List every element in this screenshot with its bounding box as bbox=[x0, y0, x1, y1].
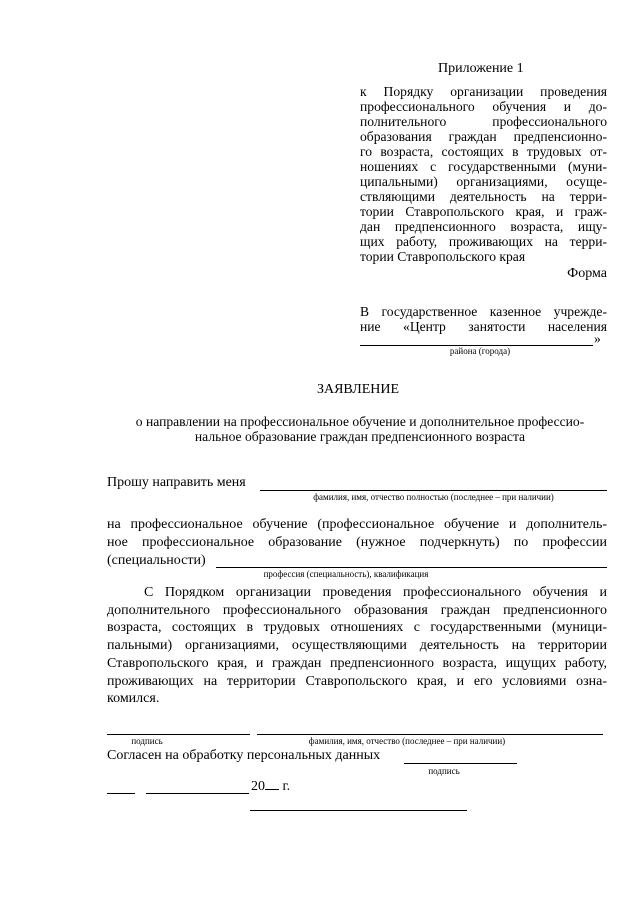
full-name-hint: фамилия, имя, отчество полностью (последнее – при наличии) bbox=[313, 492, 554, 502]
signer-name-blank-line[interactable] bbox=[257, 734, 603, 735]
consent-signature-blank-line[interactable] bbox=[404, 763, 517, 764]
appendix-basis-line: тории Ставропольского края, и граж- bbox=[360, 204, 607, 219]
appendix-basis-line: профессионального обучения и до- bbox=[360, 99, 607, 114]
statement-subtitle-line: о направлении на профессиональное обучение и дополнительное профессио- bbox=[135, 414, 585, 429]
specialty-label: (специальности) bbox=[107, 553, 206, 568]
date-year-blank-line[interactable] bbox=[265, 789, 279, 790]
direction-line: ное профессиональное образование (нужное подчеркнуть) по профессии bbox=[107, 535, 607, 550]
appendix-basis-line: тории Ставропольского края bbox=[360, 249, 526, 264]
signer-name-hint: фамилия, имя, отчество (последнее – при наличии) bbox=[308, 736, 506, 746]
acknowledgement-line: Ставропольского края, и граждан предпенсионного возраста, ищущих работу, bbox=[107, 655, 607, 671]
bottom-blank-line[interactable] bbox=[250, 810, 467, 811]
appendix-basis-line: к Порядку организации проведения bbox=[360, 84, 607, 99]
date-day-blank-line[interactable] bbox=[107, 793, 135, 794]
statement-subtitle-line: нальное образование граждан предпенсионного возраста bbox=[194, 429, 526, 444]
addressee-hint: района (города) bbox=[449, 346, 511, 356]
appendix-title: Приложение 1 bbox=[438, 61, 524, 76]
acknowledgement-line: возраста, состоящих в трудовых отношениях с государственными (муници- bbox=[107, 620, 607, 636]
full-name-blank-line[interactable] bbox=[260, 490, 607, 491]
appendix-basis-line: ствляющими деятельность на терри- bbox=[360, 189, 607, 204]
appendix-basis-line: ношениях с государственными (муни- bbox=[360, 159, 607, 174]
statement-subtitle bbox=[95, 414, 625, 444]
date-month-blank-line[interactable] bbox=[146, 793, 249, 794]
appendix-basis-line: полнительного профессионального bbox=[360, 114, 607, 129]
appendix-basis-line: образования граждан предпенсионно- bbox=[360, 129, 607, 144]
statement-title-text: ЗАЯВЛЕНИЕ bbox=[316, 382, 400, 397]
signature-hint: подпись bbox=[131, 736, 163, 746]
consent-label: Согласен на обработку персональных данных bbox=[107, 748, 381, 763]
consent-signature-hint: подпись bbox=[428, 766, 460, 776]
addressee-line: ние «Центр занятости населения bbox=[360, 319, 607, 334]
statement-title bbox=[0, 382, 640, 397]
addressee-closing-quote: » bbox=[594, 331, 601, 346]
acknowledgement-paragraph bbox=[107, 584, 607, 708]
appendix-basis-line: щих работу, проживающих на терри- bbox=[360, 234, 607, 249]
acknowledgement-line: пальными) организациями, осуществляющими деятельность на территории bbox=[107, 638, 607, 654]
appendix-basis-line: ципальными) организациями, осуще- bbox=[360, 174, 607, 189]
specialty-hint: профессия (специальность), квалификация bbox=[263, 569, 429, 579]
direction-line: на профессиональное обучение (профессиональное обучение и дополнитель- bbox=[107, 517, 607, 532]
direction-text bbox=[107, 517, 607, 550]
addressee-block bbox=[360, 304, 607, 334]
acknowledgement-line: С Порядком организации проведения профессионального обучения и bbox=[144, 585, 607, 600]
date-year-prefix: 20 bbox=[251, 779, 265, 794]
acknowledgement-line: комился. bbox=[107, 691, 160, 707]
signature-blank-line[interactable] bbox=[107, 734, 250, 735]
acknowledgement-line: проживающих на территории Ставропольского края, и его условиями озна- bbox=[107, 673, 607, 689]
acknowledgement-line: дополнительного профессионального образования граждан предпенсионного bbox=[107, 602, 607, 618]
date-year bbox=[251, 779, 290, 794]
appendix-basis-line: дан предпенсионного возраста, ищу- bbox=[360, 219, 607, 234]
appendix-basis-line: го возраста, состоящих в трудовых от- bbox=[360, 144, 607, 159]
appendix-basis bbox=[360, 84, 607, 264]
addressee-line: В государственное казенное учрежде- bbox=[360, 304, 607, 319]
specialty-blank-line[interactable] bbox=[216, 567, 607, 568]
request-label: Прошу направить меня bbox=[107, 475, 246, 490]
form-label: Форма bbox=[567, 266, 607, 281]
date-year-suffix: г. bbox=[279, 779, 291, 794]
